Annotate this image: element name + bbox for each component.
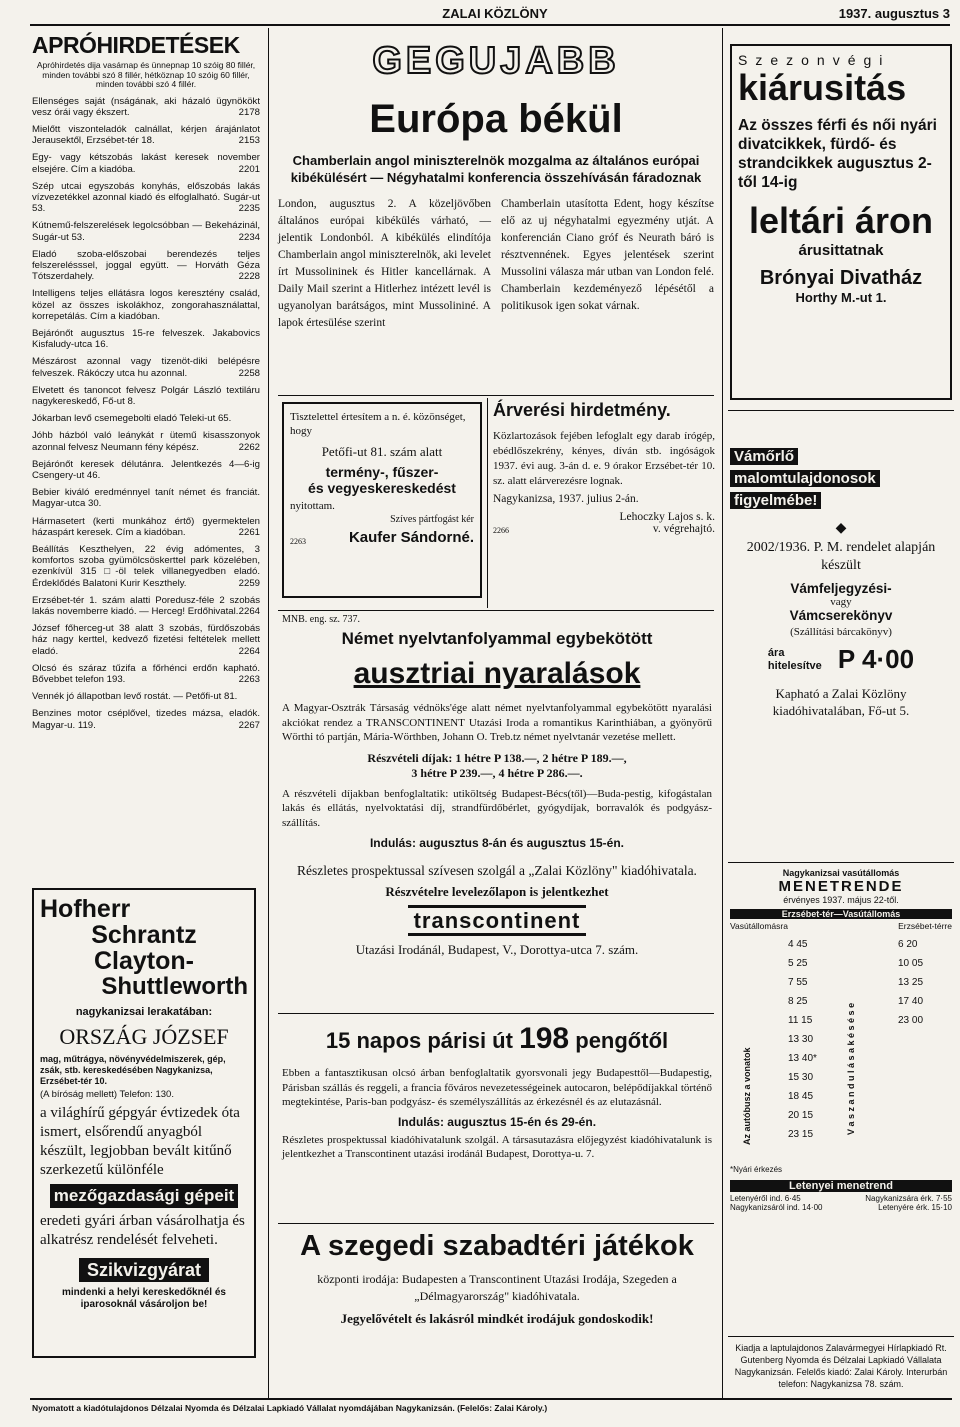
classified-ad-text: Mészárost azonnal vagy tizenöt-diki belépésre felveszek. Rákóczy utca hu azonnal. bbox=[32, 356, 260, 379]
classifieds-section bbox=[32, 32, 260, 737]
publisher-info: Kiadja a laptulajdonos Zalavármegyei Hírlapkiadó Rt. Gutenberg Nyomda és Délzalai Lapkiadó Vállalata Nagykanizsán. Felelős kiadó: Zalai Károly. Interurbán telefon: Nagykanizsa 78. szám. bbox=[734, 1343, 948, 1389]
classified-ad bbox=[32, 663, 260, 685]
austria-apply: Részvételre levelezőlapon is jelentkezhet bbox=[385, 884, 609, 899]
classified-ad bbox=[32, 708, 260, 730]
classified-ad bbox=[32, 385, 260, 407]
europe-subhead: Chamberlain angol miniszterelnök mozgalma az általános európai kibékülésért — Négyhatalmi konferencia összehívásán fáradoznak bbox=[290, 153, 702, 185]
classified-ad-text: Kútnemű-felszerelések legolcsóbban — Bekeházinál, Sugár-ut 53. bbox=[32, 220, 260, 243]
letenye-l1: Letenyéről ind. 6·45 bbox=[730, 1194, 801, 1203]
hofherr-bottom-title: Szikvizgyárat bbox=[79, 1258, 209, 1282]
auction-signer: Lehoczky Lajos s. k. bbox=[619, 511, 715, 523]
austria-prices-label: Részvételi díjak: bbox=[367, 750, 453, 765]
letenye-title: Letenyei menetrend bbox=[730, 1180, 952, 1192]
classified-ad bbox=[32, 516, 260, 538]
kaufer-address: Petőfi-ut 81. szám alatt bbox=[321, 444, 443, 459]
hofherr-line3: Clayton- bbox=[94, 947, 194, 975]
szeged-text2: Jegyelővételt és lakásról mindkét irodájuk gondoskodik! bbox=[340, 1311, 654, 1326]
classified-ad-text: Vennék jó állapotban levő rostát. — Petőfi-ut 81. bbox=[32, 691, 238, 703]
europe-col2: Chamberlain utasította Edent, hogy készítse elő az uj négyhatalmi egyezmény utját. A konferencián Ciano gróf és Neurath báró is résztvennének. Egyes jelentések szerint Mussolini válasza már utban van London felé. Chamberlain kezdeményező lépésétől a politikusok igen sokat várnak. bbox=[501, 198, 715, 312]
time-entry: 17 40 bbox=[898, 996, 924, 1007]
classified-ad bbox=[32, 430, 260, 452]
timetable-title: MENETRENDE bbox=[778, 878, 904, 895]
customs-avail: Kapható a Zalai Közlöny kiadóhivatalában, Fő-ut 5. bbox=[772, 686, 910, 718]
szeged-ad bbox=[282, 1230, 712, 1327]
hofherr-sub: nagykanizsai lerakatában: bbox=[75, 1006, 213, 1018]
sale-spaced: Szezonvégi bbox=[738, 52, 891, 68]
austria-more: Részletes prospektussal szívesen szolgál a „Zalai Közlöny" kiadóhivatala. bbox=[297, 863, 697, 878]
classified-ad bbox=[32, 152, 260, 174]
sale-shop: Brónyai Divatház bbox=[759, 267, 923, 289]
time-entry: 20 15 bbox=[788, 1110, 814, 1121]
time-entry: 6 20 bbox=[898, 939, 918, 950]
classified-ad-text: Bejárónőt keresek délutánra. Jelentkezés 4—6-ig Csengery-ut 46. bbox=[32, 458, 260, 481]
hofherr-text1: a világhírű gépgyár évtizedek óta ismert, elsőrendű anyagból készült, legjobban bevált kitűnő szerkezetű különféle bbox=[40, 1105, 240, 1178]
column-rule-1 bbox=[268, 28, 269, 1398]
paris-title-num: 198 bbox=[519, 1022, 570, 1055]
time-entry: 15 30 bbox=[788, 1072, 814, 1083]
classified-ad-text: Egy- vagy kétszobás lakást keresek november elsejére. Cím a kiadóba. bbox=[32, 152, 260, 175]
classified-ad-text: Erzsébet-tér 1. szám alatti Poredusz-féle 2 szobás lakás novemberre kiadó. — Herceg! Erdőhivatal. bbox=[32, 594, 260, 618]
classified-ad bbox=[32, 459, 260, 481]
classified-ad bbox=[32, 413, 260, 424]
classifieds-list bbox=[32, 96, 260, 731]
paris-text: Ebben a fantasztikusan olcsó árban benfoglaltatik gyorsvonali jegy Budapesttől—Budapestig, Párisban szállás és reggeli, a francia főváros nevezetességeinek autocaron, belépődíjakkal történő megtekintése, Paris-ban podgyász- és személyszállítás az érkezésnél és az elutazásnál. bbox=[282, 1067, 712, 1108]
center-column bbox=[278, 40, 714, 332]
sale-text: Az összes férfi és női nyári divatcikkek, fürdő- és strandcikkek augusztus 2-től 14-ig bbox=[738, 117, 937, 191]
hofherr-ad bbox=[32, 888, 256, 1358]
kaufer-opened: nyitottam. bbox=[290, 500, 335, 512]
austria-title2: ausztriai nyaralások bbox=[353, 657, 641, 690]
sale-addr: Horthy M.-ut 1. bbox=[795, 290, 887, 305]
timetable-note: *Nyári érkezés bbox=[730, 1165, 783, 1174]
sale-sub: árusittatnak bbox=[798, 242, 884, 259]
time-entry: 8 25 bbox=[788, 996, 808, 1007]
kaufer-ad bbox=[282, 402, 482, 598]
paris-more: Részletes prospektussal kiadóhivatalunk szolgál. A társasutazásra előjegyzést kiadóhivatalunk is jelentkezhet a Transcontinent utazási irodánál Budapest, Dorottya-u. 7. bbox=[282, 1133, 712, 1160]
austria-ref: MNB. eng. sz. 737. bbox=[282, 614, 361, 625]
classified-ad-number: 2235 bbox=[238, 203, 260, 215]
auction-num: 2266 bbox=[493, 526, 509, 535]
hofherr-display: mezőgazdasági gépeit bbox=[50, 1184, 238, 1208]
times-to-station bbox=[788, 935, 817, 1144]
classified-ad-text: Bejárónőt augusztus 15-re felveszek. Jakabovics Kisfaludy-utca 16. bbox=[32, 327, 260, 351]
classified-ad-number: 2178 bbox=[238, 106, 260, 118]
classified-ad bbox=[32, 288, 260, 322]
time-entry: 13 40* bbox=[788, 1053, 817, 1064]
auction-role: v. végrehajtó. bbox=[652, 523, 715, 535]
hofherr-line4: Shuttleworth bbox=[101, 973, 248, 1000]
timetable-side2: V a s z a n d u l á s a k é s é s e bbox=[846, 1002, 856, 1135]
paris-ad bbox=[282, 1022, 712, 1162]
customs-note: (Szállítási bárcakönyv) bbox=[790, 626, 892, 638]
classified-ad-number: 2234 bbox=[238, 231, 260, 243]
customs-t3: figyelmébe! bbox=[730, 492, 821, 509]
kaufer-name: Kaufer Sándorné. bbox=[348, 529, 474, 546]
customs-t2: malomtulajdonosok bbox=[730, 470, 880, 487]
classified-ad-text: Jóhb házból való leánykát r ütemű kisasszonyok azonnal felvesz Neumann fény képész. bbox=[32, 430, 260, 453]
timetable-col2: Erzsébet-térre bbox=[898, 921, 952, 931]
letenye-r2: Letenyére érk. 15·10 bbox=[878, 1203, 952, 1212]
austria-dates: Indulás: augusztus 8-án és augusztus 15-én. bbox=[369, 836, 625, 850]
header-date: 1937. augusztus 3 bbox=[838, 6, 950, 21]
hofherr-text2: eredeti gyári árban vásárolhatja és alkatrész rendelését felveheti. bbox=[40, 1213, 245, 1248]
time-entry: 13 30 bbox=[788, 1034, 814, 1045]
time-entry: 18 45 bbox=[788, 1091, 814, 1102]
classified-ad-text: Szép utcai egyszobás konyhás, előszobás lakás vízvezetékkel azonnal kiadó és elfoglalható. Sugár-ut 53. bbox=[32, 180, 260, 215]
newspaper-name: ZALAI KÖZLÖNY bbox=[442, 6, 548, 21]
time-entry: 13 25 bbox=[898, 977, 924, 988]
page-header bbox=[30, 6, 950, 26]
sale-price: leltári áron bbox=[748, 200, 934, 241]
austria-details: A részvételi díjakban benfoglaltatik: utiköltség Budapest-Bécs(től)—Buda-pestig, kifogástalan lakás és ellátás, nyelvoktatási díj, strandfürdőbérlet, gyógydíjak, borravalók és podgyász-szállítás. bbox=[282, 787, 712, 829]
times-to-square bbox=[898, 935, 923, 1030]
time-entry: 10 05 bbox=[898, 958, 924, 969]
classified-ad-text: Intelligens teljes ellátásra logos keresztény család, közel az összes iskolákhoz, zongorahasználattal, korrepetálás. Cím a kiadóban. bbox=[32, 288, 260, 322]
szeged-text: központi irodája: Budapesten a Transcontinent Utazási Irodája, Szegeden a „Délmagyarország" kiadóhivatala. bbox=[317, 1272, 677, 1303]
classified-ad-number: 2153 bbox=[238, 135, 260, 147]
customs-t1: Vámőrlő bbox=[730, 448, 798, 465]
paris-title-b: pengőtől bbox=[575, 1028, 669, 1053]
classified-ad bbox=[32, 220, 260, 242]
classified-ad-text: Beállítás Keszthelyen, 22 évig adómentes, 3 komfortos szoba gyümölcsöskerttel park közelében, ezenkívül 315 □-öl telek villanegyedben eladó. Érdeklődés Balatoni Kurir Keszthely. bbox=[32, 544, 260, 589]
classified-ad bbox=[32, 249, 260, 283]
sale-ad bbox=[730, 44, 952, 400]
classified-ad bbox=[32, 595, 260, 617]
timetable-hdr1: Nagykanizsai vasútállomás bbox=[782, 868, 900, 878]
classified-ad-number: 2264 bbox=[238, 645, 260, 657]
classified-ad-text: Ellenséges saját (nságának, aki házaló ügynökökt vesz órái vagy ékszert. bbox=[32, 95, 260, 118]
time-entry: 4 45 bbox=[788, 939, 808, 950]
kaufer-num: 2263 bbox=[290, 537, 306, 546]
auction-text: Közlartozások fejében lefoglalt egy darab írógép, ebédlőszekrény, kényes, díván stb. ingóságok 1937. évi aug. 3-án d. e. 9 órakor Erzsébet-tér 10. sz. alatt elárverezésre lognak. bbox=[493, 430, 715, 487]
kaufer-goods2: és vegyeskereskedést bbox=[308, 480, 456, 496]
austria-title1: Német nyelvtanfolyammal egybekötött bbox=[341, 629, 653, 648]
sale-title: kiárusitás bbox=[738, 67, 907, 108]
classified-ad-text: Benzines motor cséplővel, tizedes mázsa, eladók. Magyar-u. 119. bbox=[32, 708, 260, 731]
classified-ad bbox=[32, 691, 260, 702]
letenye-r1: Nagykanizsára érk. 7·55 bbox=[865, 1194, 952, 1203]
classified-ad bbox=[32, 181, 260, 215]
timetable-valid: érvényes 1937. május 22-től. bbox=[783, 895, 899, 905]
austria-prices1: 1 hétre P 138.—, 2 hétre P 189.—, bbox=[455, 750, 627, 765]
customs-or: vagy bbox=[830, 596, 852, 608]
austria-text: A Magyar-Osztrák Társaság védnöks'ége alatt német nyelvtanfolyammal egybekötött nyaralási akciókat rendez a TRANSCONTINENT Utazási Iroda a romantikus Karinthiában, a gyönyörű Wörthi tó partján, Mária-Wörthben, Johann O. Treb.tz német nyelvtanár vezetése mellett. bbox=[282, 702, 712, 743]
classified-ad bbox=[32, 544, 260, 589]
time-entry: 7 55 bbox=[788, 977, 808, 988]
classified-ad-text: Eladó szoba-előszobai berendezés teljes felszerelésssel, joggal együtt. — Horváth Géza Tótszerdahely. bbox=[32, 248, 260, 283]
classified-ad-number: 2262 bbox=[238, 441, 260, 453]
austria-ad bbox=[282, 614, 712, 958]
classified-ad-number: 2258 bbox=[238, 367, 260, 379]
auction-date: Nagykanizsa, 1937. julius 2-án. bbox=[493, 493, 639, 505]
classified-ad-number: 2264 bbox=[238, 606, 260, 618]
classified-ad bbox=[32, 356, 260, 378]
time-entry: 23 15 bbox=[788, 1129, 814, 1140]
kaufer-goods1: termény-, fűszer- bbox=[325, 464, 439, 480]
customs-price: P 4·00 bbox=[837, 644, 915, 674]
customs-law: 2002/1936. P. M. rendelet alapján készült bbox=[746, 540, 936, 573]
timetable-col1: Vasútállomásra bbox=[730, 921, 788, 931]
hofherr-name: ORSZÁG JÓZSEF bbox=[59, 1024, 229, 1049]
classified-ad-text: Bebier kiváló eredménnyel tanít német és franciát. Magyar-utca 30. bbox=[32, 487, 260, 510]
classified-ad-number: 2267 bbox=[238, 719, 260, 731]
europe-headline: Európa békül bbox=[369, 97, 623, 141]
customs-item2: Vámcserekönyv bbox=[789, 608, 893, 623]
classifieds-rates: Apróhirdetés dija vasárnap és ünnepnap 10 szóig 80 fillér, minden további szó 8 fillér, hétköznap 10 szóig 60 fillér, minden további szó 4 fillér. bbox=[36, 60, 256, 89]
time-entry: 23 00 bbox=[898, 1015, 924, 1026]
paris-title-a: 15 napos párisi út bbox=[325, 1028, 513, 1053]
classified-ad bbox=[32, 487, 260, 509]
column-rule-2 bbox=[722, 28, 723, 1398]
kaufer-intro: Tisztelettel értesítem a n. é. közönséget, hogy bbox=[290, 411, 466, 437]
timetable-side1: Az autóbusz a vonatok bbox=[742, 1047, 752, 1145]
letenye-l2: Nagykanizsáról ind. 14·00 bbox=[730, 1203, 823, 1212]
auction-title: Árverési hirdetmény. bbox=[493, 400, 671, 420]
classified-ad-text: Hármasetert (kerti munkához értő) gyermektelen házaspárt keresek. Cím a kiadóban. bbox=[32, 515, 260, 538]
time-entry: 11 15 bbox=[788, 1015, 813, 1026]
masthead-title: GEGUJABB bbox=[372, 40, 620, 82]
customs-item1: Vámfeljegyzési- bbox=[790, 581, 892, 596]
classified-ad-text: Olcsó és száraz tűzifa a főrhénci erdőn kapható. Bővebbet telefon 193. bbox=[32, 662, 260, 686]
footer-imprint: Nyomatott a kiadótulajdonos Délzalai Nyomda és Délzalai Lapkiadó Vállalat nyomdájában Nagykanizsán. (Felelős: Zalai Károly.) bbox=[32, 1403, 548, 1413]
classified-ad-text: Elvetett és tanoncot felvesz Polgár László textiláru nagykereskedő, Fő-ut 8. bbox=[32, 384, 260, 407]
classifieds-title: APRÓHIRDETÉSEK bbox=[32, 32, 240, 58]
hofherr-phone: (A bíróság mellett) Telefon: 130. bbox=[40, 1089, 174, 1100]
timetable-sub: Erzsébet-tér—Vasútállomás bbox=[730, 909, 952, 919]
classified-ad-number: 2201 bbox=[238, 163, 260, 175]
europe-col1: London, augusztus 2. A közeljövőben általános európai kibékülés várható, — jelentik Londonból. A kibékülés elindítója Chamberlain angol miniszterelnök, aki levelet írt Mussolininek és Hitler kancellárnak. A Daily Mail szerint a Hitlerhez intézett levél is ugyanolyan barátságos, mint Mussolininé. A lapok értesülése szerint bbox=[278, 198, 491, 329]
transcontinent-logo: transcontinent bbox=[408, 905, 587, 936]
customs-price-label: ára hitelesítve bbox=[767, 646, 822, 672]
time-entry: 5 25 bbox=[788, 958, 808, 969]
classified-ad-number: 2263 bbox=[238, 674, 260, 686]
szeged-title: A szegedi szabadtéri játékok bbox=[300, 1230, 694, 1262]
timetable bbox=[730, 868, 952, 1212]
classified-ad-number: 2259 bbox=[238, 577, 260, 589]
hofherr-line1: Hofherr bbox=[40, 895, 131, 923]
auction-notice bbox=[493, 400, 715, 535]
classified-ad-text: Mielőtt viszonteladók calnállat, kérjen árajánlatot Jerausektől, Erzsébet-tér 18. bbox=[32, 123, 260, 147]
classified-ad-text: Jókarban levő csemegebolti eladó Teleki-ut 65. bbox=[32, 413, 232, 425]
customs-ad bbox=[730, 448, 952, 719]
diamond-icon: ◆ bbox=[835, 521, 847, 536]
classified-ad-text: József főherceg-ut 38 alatt 3 szobás, fürdőszobás ház nagy kerttel, kedvező fizetési feltételek mellett eladó. bbox=[32, 623, 260, 657]
classified-ad bbox=[32, 328, 260, 350]
classified-ad-number: 2228 bbox=[238, 271, 260, 283]
paris-dates: Indulás: augusztus 15-én és 29-én. bbox=[397, 1114, 597, 1129]
classified-ad bbox=[32, 96, 260, 118]
classified-ad-number: 2261 bbox=[238, 526, 260, 538]
hofherr-goods: mag, műtrágya, növényvédelmiszerek, gép, zsák, stb. kereskedésében Nagykanizsa, Erzsébet-tér 10. bbox=[40, 1054, 226, 1086]
classified-ad bbox=[32, 623, 260, 657]
hofherr-bottom-text: mindenki a helyi kereskedőknél és iparosoknál vásároljon be! bbox=[62, 1287, 226, 1310]
austria-office: Utazási Irodánál, Budapest, V., Dorottya-utca 7. szám. bbox=[355, 942, 639, 957]
hofherr-line2: Schrantz bbox=[91, 921, 197, 949]
kaufer-support: Szíves pártfogást kér bbox=[390, 514, 474, 525]
austria-prices2: 3 hétre P 239.—, 4 hétre P 286.—. bbox=[411, 765, 583, 780]
classified-ad bbox=[32, 124, 260, 146]
